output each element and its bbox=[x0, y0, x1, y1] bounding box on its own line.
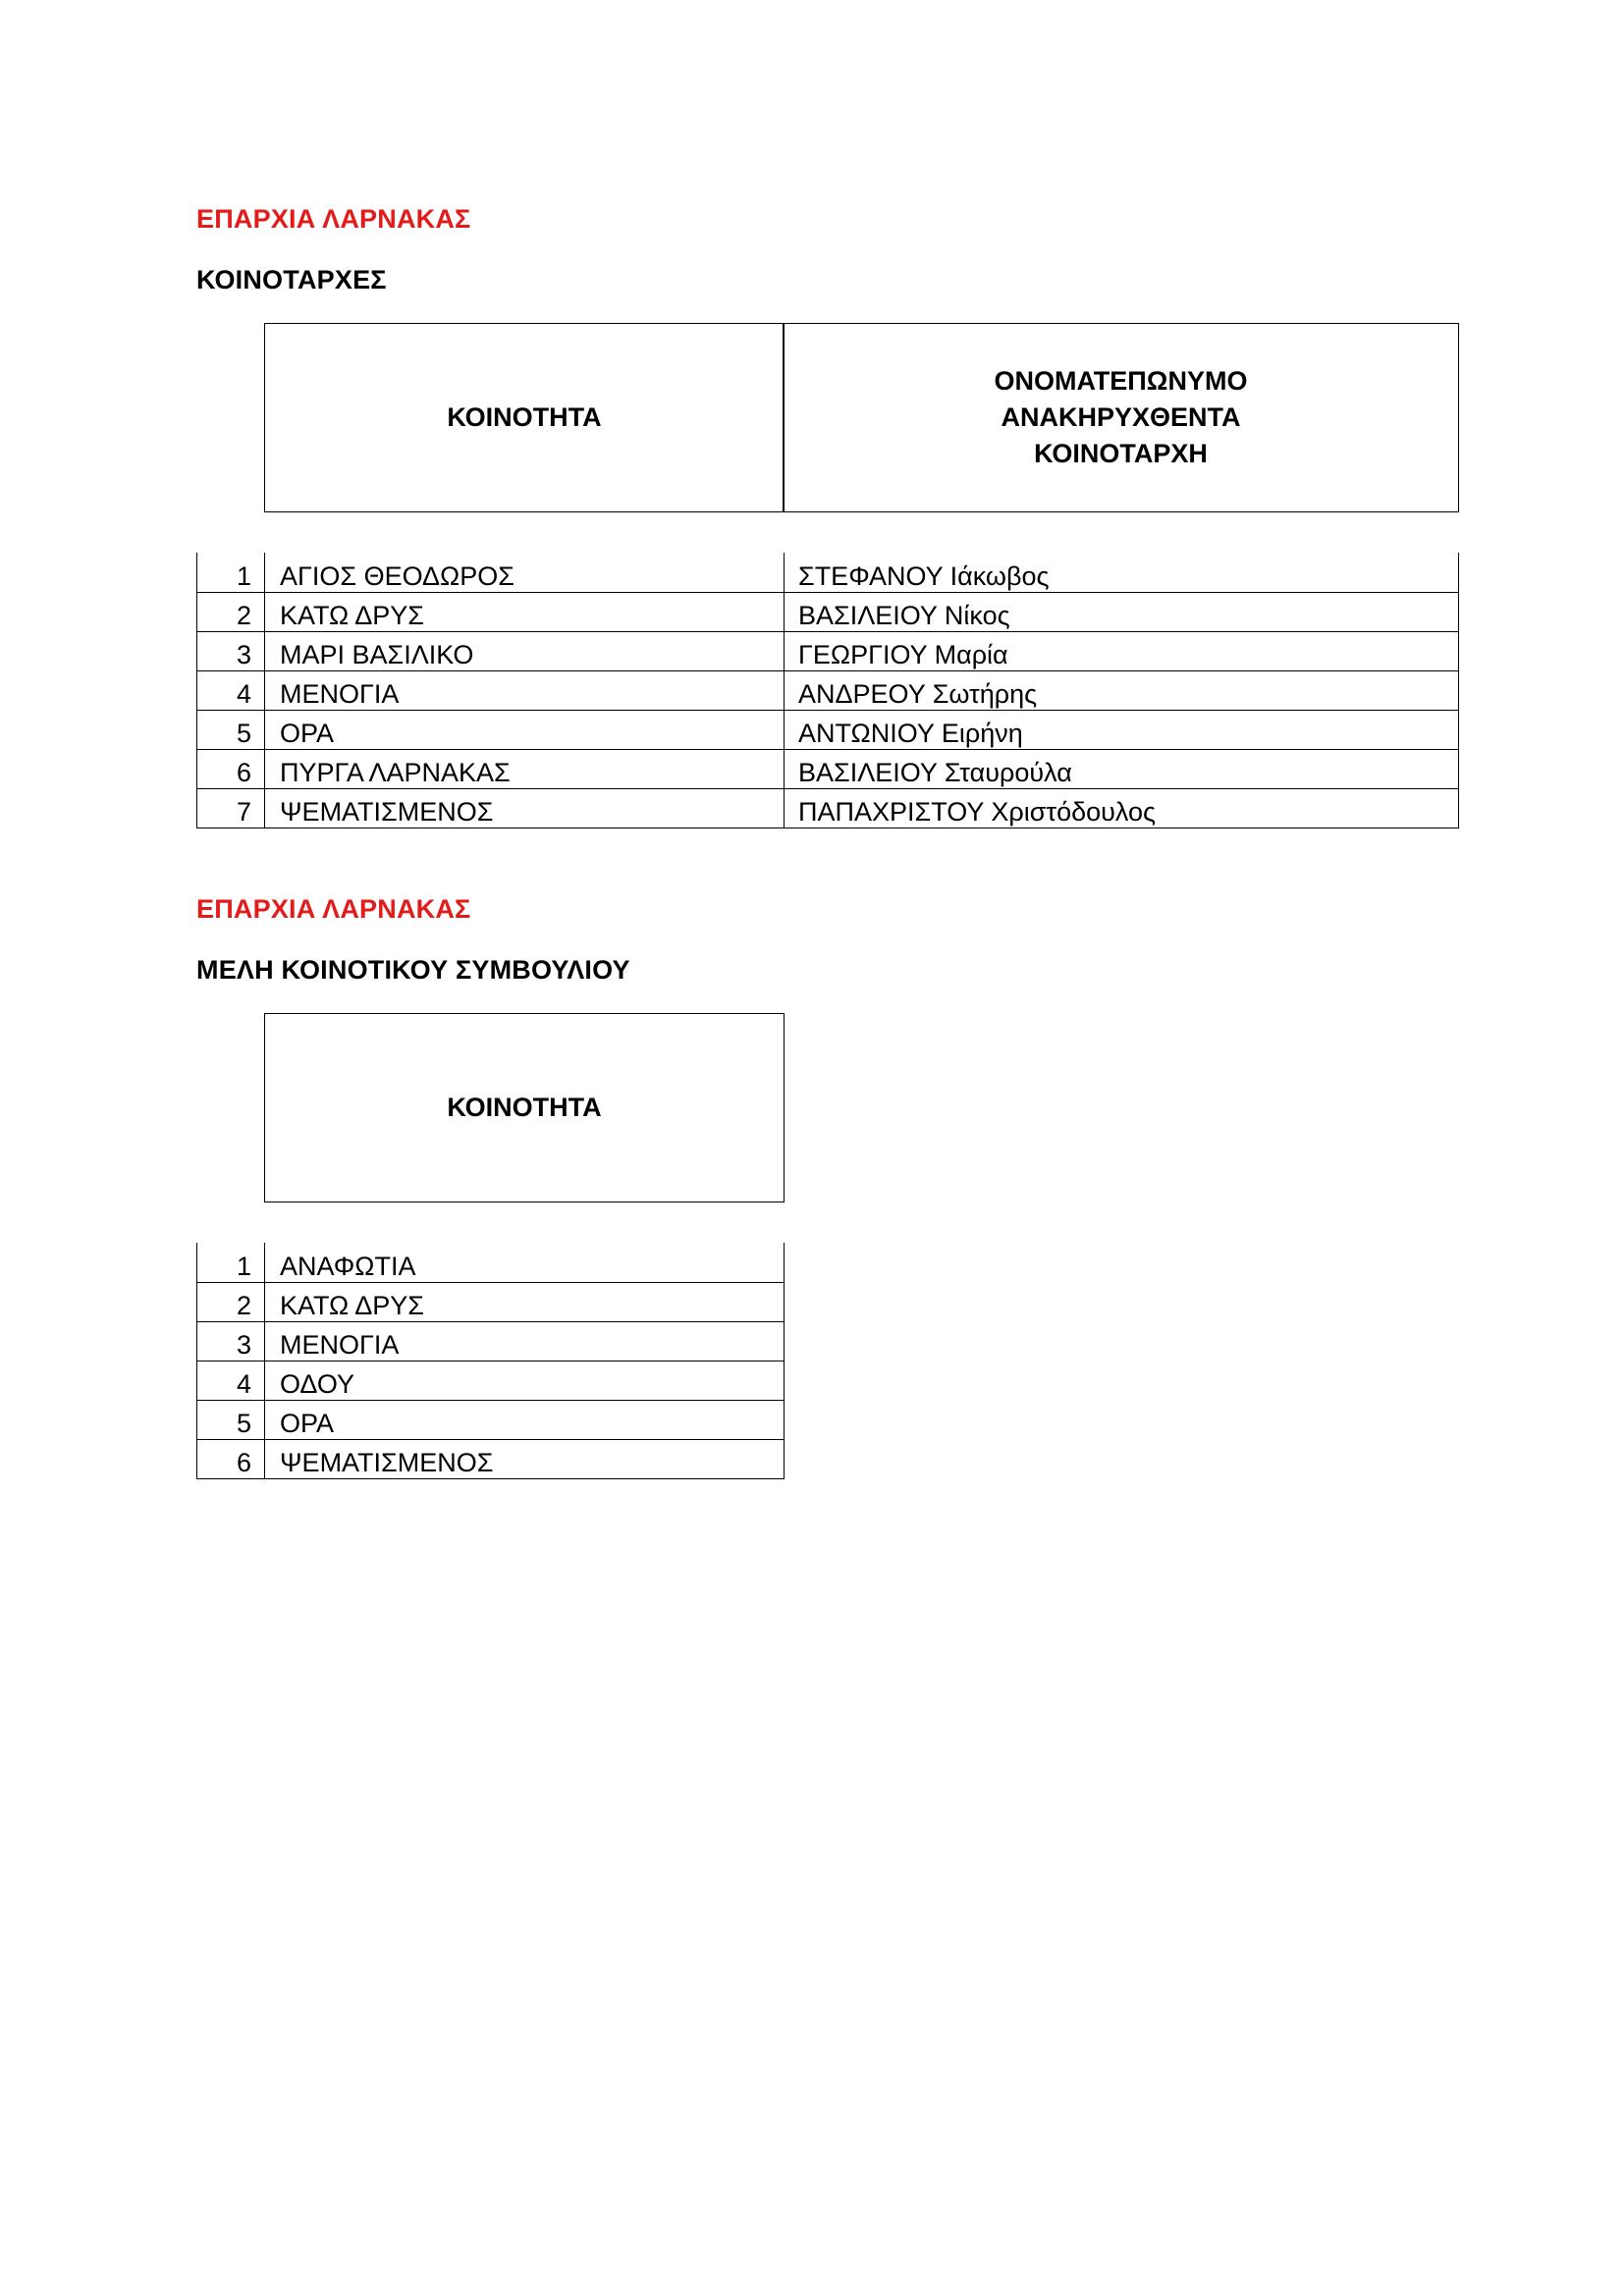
community-name: ΨΕΜΑΤΙΣΜΕΝΟΣ bbox=[265, 1439, 785, 1478]
section-title-mayors: ΚΟΙΝΟΤΑΡΧΕΣ bbox=[196, 265, 387, 294]
row-number: 1 bbox=[197, 1243, 265, 1282]
community-name: ΚΑΤΩ ΔΡΥΣ bbox=[265, 592, 785, 631]
mayors-table bbox=[196, 553, 1459, 828]
community-name: ΜΕΝΟΓΙΑ bbox=[265, 1321, 785, 1361]
elected-person-name: ΑΝΔΡΕΟΥ Σωτήρης bbox=[785, 670, 1459, 710]
header-community-2 bbox=[264, 1013, 785, 1202]
community-name: ΠΥΡΓΑ ΛΑΡΝΑΚΑΣ bbox=[265, 749, 785, 788]
community-name: ΨΕΜΑΤΙΣΜΕΝΟΣ bbox=[265, 788, 785, 828]
elected-person-name: ΑΝΤΩΝΙΟΥ Ειρήνη bbox=[785, 710, 1459, 749]
elected-person-name: ΒΑΣΙΛΕΙΟΥ Νίκος bbox=[785, 592, 1459, 631]
table-row bbox=[197, 710, 1459, 749]
row-number: 5 bbox=[197, 710, 265, 749]
region-title-2: ΕΠΑΡΧΙΑ ΛΑΡΝΑΚΑΣ bbox=[196, 894, 471, 924]
community-name: ΑΓΙΟΣ ΘΕΟΔΩΡΟΣ bbox=[265, 553, 785, 592]
row-number: 6 bbox=[197, 749, 265, 788]
elected-person-name: ΒΑΣΙΛΕΙΟΥ Σταυρούλα bbox=[785, 749, 1459, 788]
community-name: ΟΔΟΥ bbox=[265, 1361, 785, 1400]
table-row bbox=[197, 1321, 785, 1361]
table-row bbox=[197, 1400, 785, 1439]
section-title-council: ΜΕΛΗ ΚΟΙΝΟΤΙΚΟΥ ΣΥΜΒΟΥΛΙΟΥ bbox=[196, 955, 630, 985]
row-number: 4 bbox=[197, 670, 265, 710]
header-elected-name-label bbox=[995, 363, 1248, 472]
region-title-1: ΕΠΑΡΧΙΑ ΛΑΡΝΑΚΑΣ bbox=[196, 204, 471, 234]
header-community-label-2: ΚΟΙΝΟΤΗΤΑ bbox=[447, 1093, 602, 1122]
table-row bbox=[197, 1282, 785, 1321]
table-row bbox=[197, 553, 1459, 592]
header-name-line-2: ΑΝΑΚΗΡΥΧΘΕΝΤΑ bbox=[1001, 402, 1241, 432]
community-name: ΟΡΑ bbox=[265, 710, 785, 749]
table-row bbox=[197, 749, 1459, 788]
community-name: ΜΕΝΟΓΙΑ bbox=[265, 670, 785, 710]
row-number: 7 bbox=[197, 788, 265, 828]
elected-person-name: ΠΑΠΑΧΡΙΣΤΟΥ Χριστόδουλος bbox=[785, 788, 1459, 828]
header-elected-name bbox=[783, 323, 1459, 512]
row-number: 3 bbox=[197, 1321, 265, 1361]
table-row bbox=[197, 670, 1459, 710]
row-number: 6 bbox=[197, 1439, 265, 1478]
header-community-label: ΚΟΙΝΟΤΗΤΑ bbox=[447, 402, 602, 432]
header-community-1 bbox=[264, 323, 785, 512]
row-number: 2 bbox=[197, 1282, 265, 1321]
header-name-line-1: ΟΝΟΜΑΤΕΠΩΝΥΜΟ bbox=[994, 366, 1248, 396]
elected-person-name: ΓΕΩΡΓΙΟΥ Μαρία bbox=[785, 631, 1459, 670]
elected-person-name: ΣΤΕΦΑΝΟΥ Ιάκωβος bbox=[785, 553, 1459, 592]
row-number: 3 bbox=[197, 631, 265, 670]
council-table bbox=[196, 1243, 785, 1479]
community-name: ΟΡΑ bbox=[265, 1400, 785, 1439]
table-row bbox=[197, 1243, 785, 1282]
row-number: 4 bbox=[197, 1361, 265, 1400]
row-number: 5 bbox=[197, 1400, 265, 1439]
header-name-line-3: ΚΟΙΝΟΤΑΡΧΗ bbox=[1034, 439, 1208, 468]
row-number: 2 bbox=[197, 592, 265, 631]
row-number: 1 bbox=[197, 553, 265, 592]
table-row bbox=[197, 788, 1459, 828]
table-row bbox=[197, 1361, 785, 1400]
table-row bbox=[197, 592, 1459, 631]
community-name: ΚΑΤΩ ΔΡΥΣ bbox=[265, 1282, 785, 1321]
table-row bbox=[197, 631, 1459, 670]
table-row bbox=[197, 1439, 785, 1478]
community-name: ΜΑΡΙ ΒΑΣΙΛΙΚΟ bbox=[265, 631, 785, 670]
community-name: ΑΝΑΦΩΤΙΑ bbox=[265, 1243, 785, 1282]
